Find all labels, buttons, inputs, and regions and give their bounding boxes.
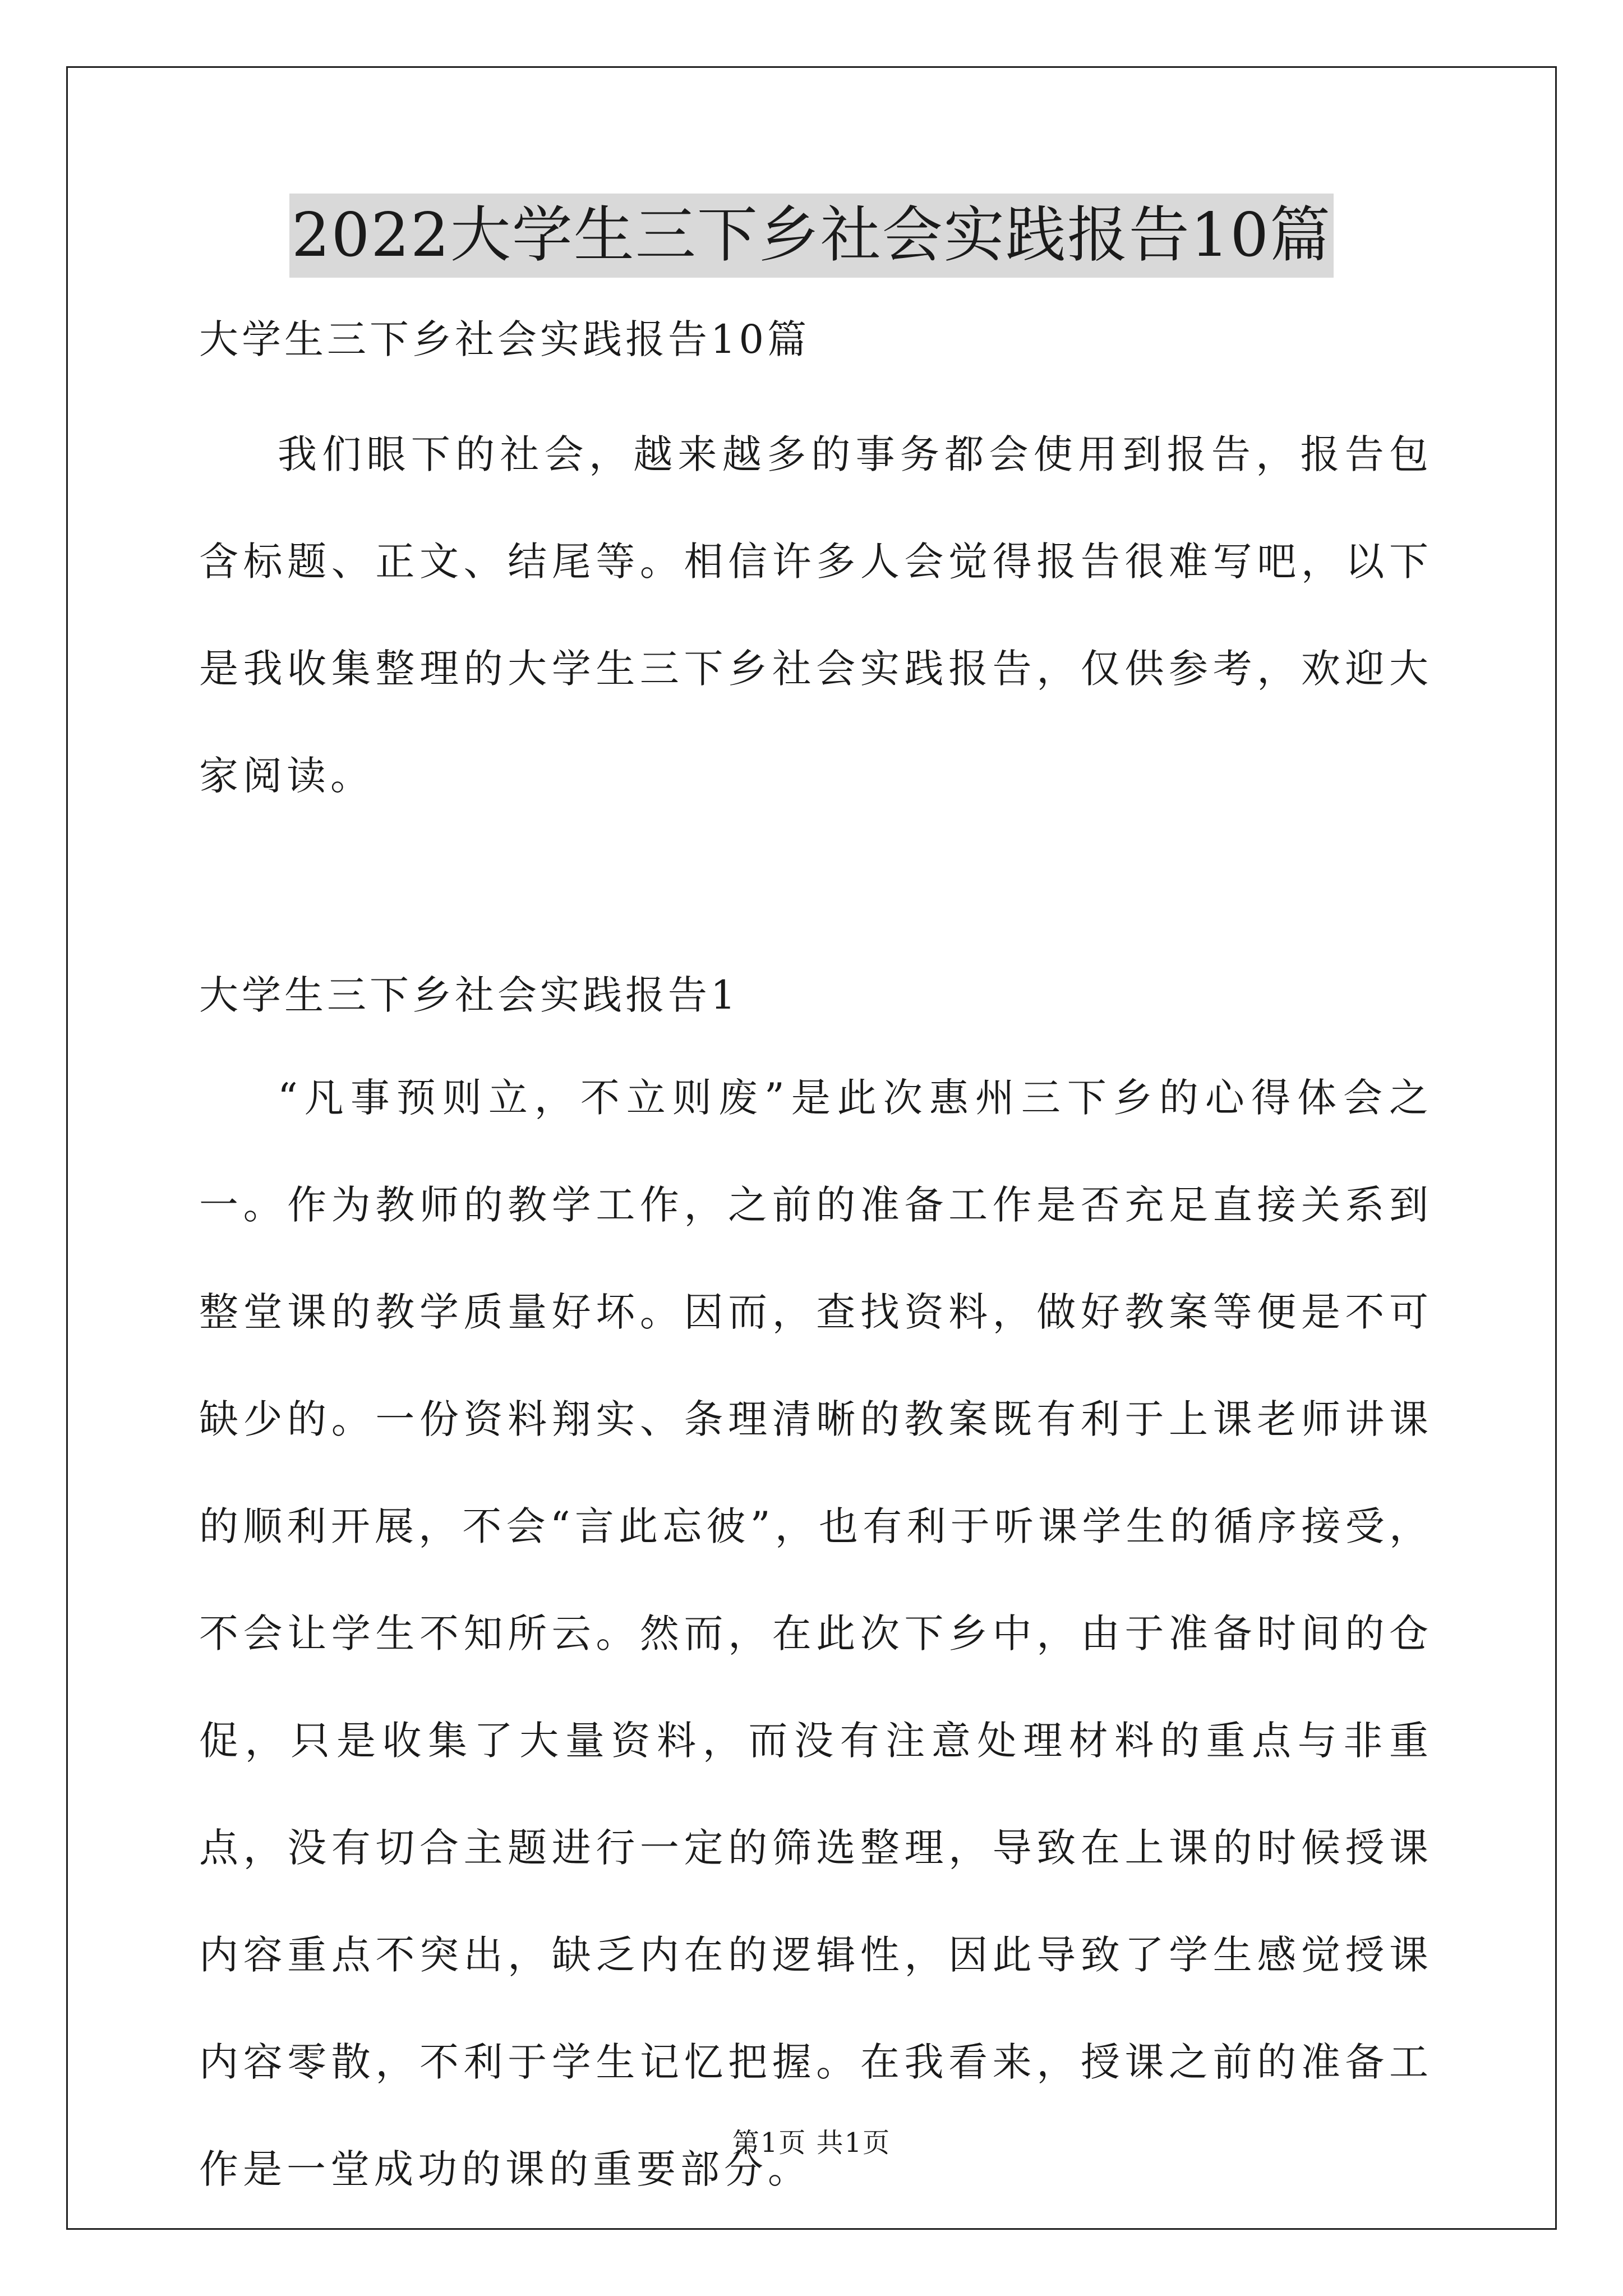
document-body — [199, 306, 1433, 2223]
document-subtitle: 大学生三下乡社会实践报告10篇 — [199, 316, 810, 362]
document-title: 2022大学生三下乡社会实践报告10篇 — [289, 194, 1334, 278]
section-1-paragraph: “凡事预则立，不立则废”是此次惠州三下乡的心得体会之一。作为教师的教学工作，之前的准备工作是否充足直接关系到整堂课的教学质量好坏。因而，查找资料，做好教案等便是不可缺少的。一份资料翔实、条理清晰的教案既有利于上课老师讲课的顺利开展，不会“言此忘彼”，也有利于听课学生的循序接受，不会让学生不知所云。然而，在此次下乡中，由于准备时间的仓促，只是收集了大量资料，而没有注意处理材料的重点与非重点，没有切合主题进行一定的筛选整理，导致在上课的时候授课内容重点不突出，缺乏内在的逻辑性，因此导致了学生感觉授课内容零散，不利于学生记忆把握。在我看来，授课之前的准备工作是一堂成功的课的重要部分。 — [199, 1075, 1433, 2192]
page-footer: 第1页 共1页 — [732, 2127, 891, 2159]
title-container — [0, 194, 1623, 278]
intro-paragraph: 我们眼下的社会，越来越多的事务都会使用到报告，报告包含标题、正文、结尾等。相信许多人会觉得报告很难写吧，以下是我收集整理的大学生三下乡社会实践报告，仅供参考，欢迎大家阅读。 — [199, 431, 1433, 799]
section-1-heading: 大学生三下乡社会实践报告1 — [199, 972, 739, 1018]
